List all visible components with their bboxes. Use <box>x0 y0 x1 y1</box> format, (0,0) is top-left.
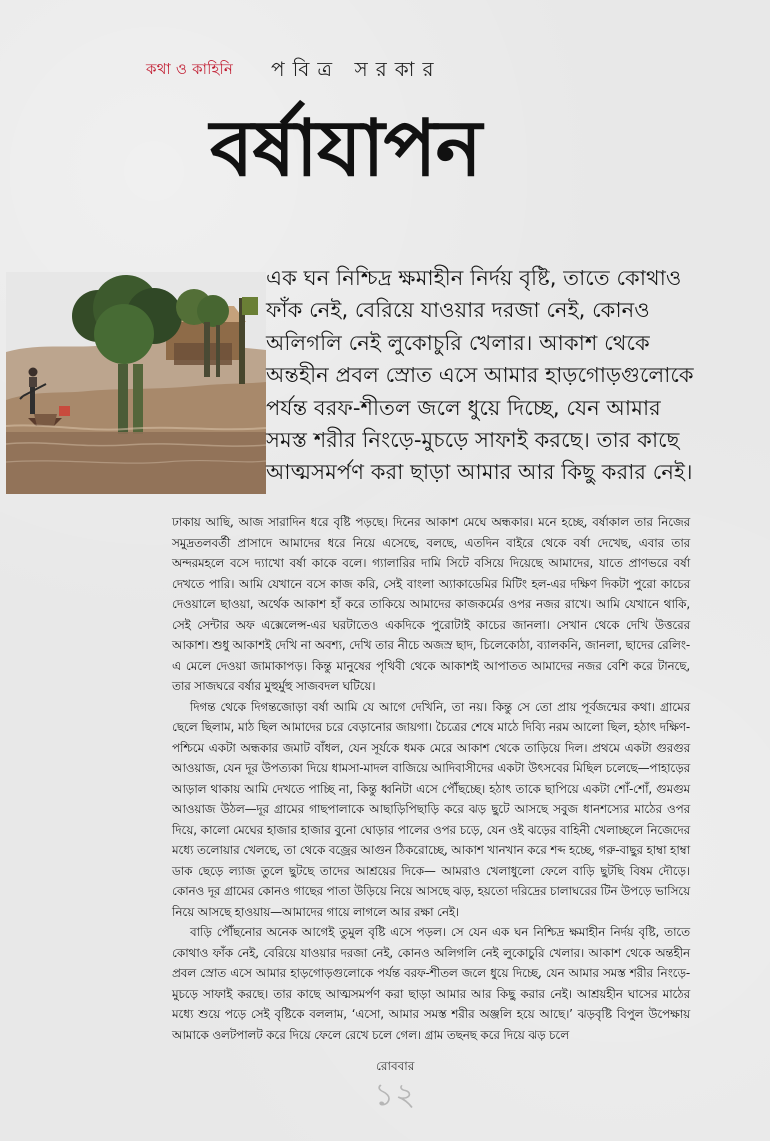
body-paragraph-2: দিগন্ত থেকে দিগন্তজোড়া বর্ষা আমি যে আগে দেখিনি, তা নয়। কিন্তু সে তো প্রায় পূর্বজন্মের কথা। গ্রামের ছেলে ছিলাম, মাঠ ছিল আমাদের চরে বেড়ানোর জায়গা। চৈত্রের শেষে মাঠে দিব্যি নরম আলো ছিল, হঠাৎ দক্ষিণ-পশ্চিমে একটা অন্ধকার জমাট বাঁধল, যেন সূর্যকে ধমক মেরে আকাশ থেকে তাড়িয়ে দিল। প্রথমে একটা গুরগুর আওয়াজ, যেন দূর উপত্যকা দিয়ে ধামসা-মাদল বাজিয়ে আদিবাসীদের একটা উৎসবের মিছিল চলেছে—পাহাড়ের আড়াল থাকায় আমি দেখতে পাচ্ছি না, কিন্তু ধ্বনিটা এসে পৌঁছচ্ছে। হঠাৎ তাকে ছাপিয়ে একটা শোঁ-শোঁ, গুমগুম আওয়াজ উঠল—দূর গ্রামের গাছপালাকে আছাড়িপিছাড়ি করে ঝড় ছুটে আসছে সবুজ ধানশস্যের মাঠের ওপর দিয়ে, কালো মেঘের হাজার হাজার বুনো ঘোড়ার পালের ওপর চড়ে, যেন ওই ঝড়ের বাহিনী খেলাচ্ছলে নিজেদের মধ্যে তলোয়ার খেলছে, তা থেকে বজ্রের আগুন ঠিকরোচ্ছে, আকাশ খানখান করে শব্দ হচ্ছে, গরু-বাছুর হাম্বা হাম্বা ডাক ছেড়ে ল্যাজ তুলে ছুটছে তাদের আশ্রয়ের দিকে— আমরাও খেলাধুলো ফেলে বাড়ি ছুটছি বিষম দৌড়ে। কোনও দূর গ্রামের কোনও গাছের পাতা উড়িয়ে নিয়ে আসছে ঝড়, হয়তো দরিদ্রের চালাঘরের টিন উপড়ে ভাসিয়ে নিয়ে আসছে হাওয়ায়—আমাদের গায়ে লাগলে আর রক্ষা নেই। <box>172 699 690 919</box>
magazine-name: রোববার <box>376 1059 415 1073</box>
page-number: ১২ <box>374 1077 417 1113</box>
lead-paragraph: এক ঘন নিশ্চিদ্র ক্ষমাহীন নির্দয় বৃষ্টি, তাতে কোথাও ফাঁক নেই, বেরিয়ে যাওয়ার দরজা নেই, কোনও অলিগলি নেই লুকোচুরি খেলার। আকাশ থেকে অন্তহীন প্রবল স্রোত এসে আমার হাড়গোড়গুলোকে পর্যন্ত বরফ-শীতল জলে ধুয়ে দিচ্ছে, যেন আমার সমস্ত শরীর নিংড়ে-মুচড়ে সাফাই করছে। তার কাছে আত্মসমর্পণ করা ছাড়া আমার আর কিছু করার নেই। <box>266 265 694 485</box>
body-paragraph-1: ঢাকায় আছি, আজ সারাদিন ধরে বৃষ্টি পড়ছে। দিনের আকাশ মেঘে অন্ধকার। মনে হচ্ছে, বর্ষাকাল তার নিজের সমুদ্রতলবর্তী প্রাসাদে আমাদের ধরে নিয়ে এসেছে, বলছে, এতদিন বাইরে থেকে বর্ষা দেখেছ, এবার তার অন্দরমহলে বসে দ্যাখো বর্ষা কাকে বলে। গ্যালারির দামি সিটে বসিয়ে দিয়েছে আমাদের, যাতে প্রাণভরে বর্ষা দেখতে পারি। আমি যেখানে বসে কাজ করি, সেই বাংলা অ্যাকাডেমির মিটিং হল-এর দক্ষিণ দিকটা পুরো কাচের দেওয়ালে ছাওয়া, অর্থেক আকাশ হাঁ করে তাকিয়ে আমাদের কাজকর্মের ওপর নজর রাখে। আমি যেখানে থাকি, সেই সেন্টার অফ এক্সেলেন্স-এর ঘরটাতেও একদিকে পুরোটাই কাচের জানলা। সেখান থেকে দেখি উত্তরের আকাশ। শুধু আকাশই দেখি না অবশ্য, দেখি তার নীচে অজস্র ছাদ, চিলেকোঠা, ব্যালকনি, জানলা, ছাদের রেলিং-এ মেলে দেওয়া জামাকাপড়। কিন্তু মানুষের পৃথিবী থেকে আকাশই আপাতত আমাদের নজর বেশি করে টানছে, তার সাজঘরে বর্ষার মুহুর্মুহু সাজবদল ঘটিয়ে। <box>172 515 690 693</box>
body-paragraph-3: বাড়ি পৌঁছনোর অনেক আগেই তুমুল বৃষ্টি এসে পড়ল। সে যেন এক ঘন নিশ্চিদ্র ক্ষমাহীন নির্দয় বৃষ্টি, তাতে কোথাও ফাঁক নেই, বেরিয়ে যাওয়ার দরজা নেই, কোনও অলিগলি নেই লুকোচুরি খেলার। আকাশ থেকে অন্তহীন প্রবল স্রোত এসে আমার হাড়গোড়গুলোকে পর্যন্ত বরফ-শীতল জলে ধুয়ে দিচ্ছে, যেন আমার সমস্ত শরীর নিংড়ে-মুচড়ে সাফাই করছে। তার কাছে আত্মসমর্পণ করা ছাড়া আমার আর কিছু করার নেই। আশ্রয়হীন ঘাসের মাঠের মধ্যে শুয়ে পড়ে সেই বৃষ্টিকে বললাম, ‘এসো, আমার সমস্ত শরীর অঞ্জলি হয়ে আছে।’ ঝড়বৃষ্টি বিপুল উপেক্ষায় আমাকে ওলটপালট করে দিয়ে ফেলে রেখে চলে গেল। গ্রাম তছনছ করে দিয়ে ঝড় চলে <box>172 925 690 1042</box>
monsoon-flood-photo <box>6 272 266 494</box>
article-title: বর্ষাযাপন <box>210 104 482 194</box>
photo-illustration <box>6 272 266 494</box>
section-kicker: কথা ও কাহিনি <box>146 60 233 78</box>
author-byline: পবিত্র সরকার <box>271 57 442 81</box>
article-body <box>172 512 690 1045</box>
